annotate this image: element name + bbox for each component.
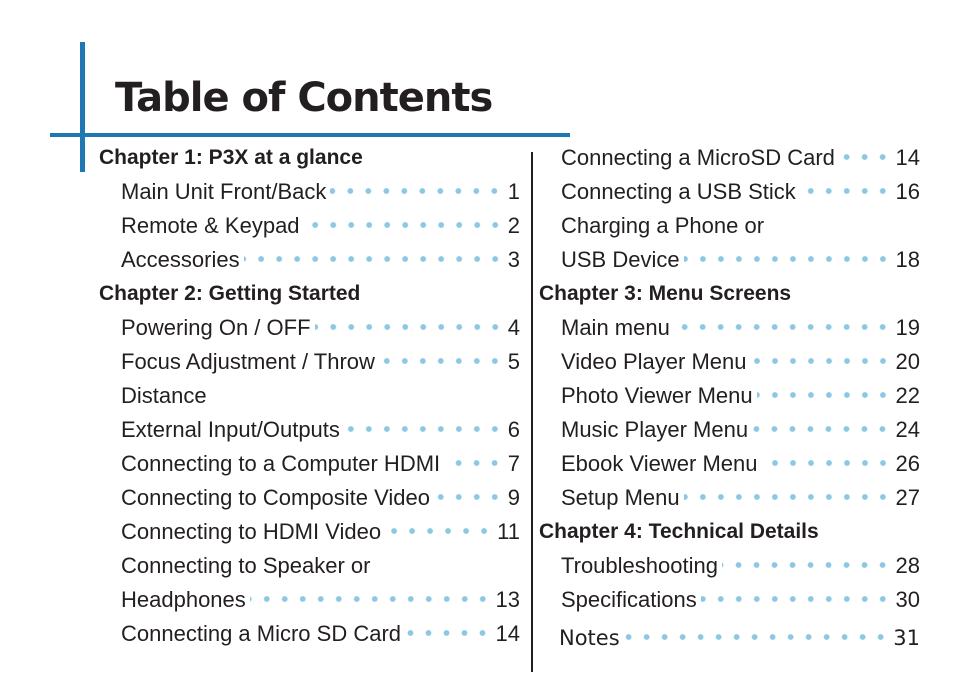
toc-entry[interactable] — [99, 515, 520, 549]
dot-leader — [385, 514, 493, 548]
toc-entry[interactable] — [99, 209, 520, 243]
toc-entry-title: Connecting to HDMI Video — [121, 519, 382, 544]
toc-entry[interactable] — [99, 345, 520, 379]
toc-entry-title: Connecting a Micro SD Card — [121, 621, 402, 646]
dot-leader — [751, 344, 892, 378]
toc-entry-title: Ebook Viewer Menu — [561, 451, 758, 476]
toc-entry-title-line: Connecting to Speaker or — [121, 553, 371, 578]
dot-leader — [379, 344, 504, 378]
dot-leader — [434, 480, 504, 514]
toc-right-column — [539, 141, 920, 659]
toc-entry-title: Connecting to a Computer HDMI — [121, 451, 441, 476]
toc-entry[interactable] — [99, 447, 520, 481]
toc-page-number: 24 — [895, 417, 920, 442]
toc-entry[interactable] — [539, 549, 920, 583]
dot-leader — [752, 412, 891, 446]
toc-entry-title: Notes — [559, 626, 620, 650]
dot-leader — [444, 446, 504, 480]
toc-entry-title: USB Device — [561, 247, 680, 272]
dot-leader — [762, 446, 892, 480]
toc-entry[interactable] — [99, 481, 520, 515]
toc-entry[interactable] — [99, 243, 520, 277]
dot-leader — [800, 174, 892, 208]
toc-chapter-heading: Chapter 1: P3X at a glance — [99, 146, 363, 169]
toc-entry[interactable] — [539, 141, 920, 175]
title-accent-horizontal-rule — [50, 133, 570, 137]
dot-leader — [344, 412, 504, 446]
toc-page-number: 4 — [507, 315, 520, 340]
toc-entry[interactable] — [539, 413, 920, 447]
dot-leader — [684, 242, 892, 276]
toc-entry-title: Setup Menu — [561, 485, 680, 510]
dot-leader — [250, 582, 492, 616]
toc-page-number: 28 — [895, 553, 920, 578]
toc-entry[interactable] — [539, 243, 920, 277]
dot-leader — [304, 208, 504, 242]
dot-leader — [757, 378, 892, 412]
toc-entry-title: Powering On / OFF — [121, 315, 311, 340]
toc-page-number: 11 — [497, 519, 520, 544]
toc-entry[interactable] — [99, 583, 520, 617]
toc-page-number: 13 — [495, 587, 520, 612]
toc-entry-title: Connecting a USB Stick — [561, 179, 796, 204]
toc-entry[interactable] — [99, 311, 520, 345]
page-title: Table of Contents — [115, 75, 493, 121]
toc-page-number: 7 — [507, 451, 520, 476]
dot-leader — [330, 174, 503, 208]
toc-entry-title: Troubleshooting — [561, 553, 718, 578]
toc-entry-title: External Input/Outputs — [121, 417, 340, 442]
dot-leader — [624, 616, 890, 658]
toc-entry-title: Video Player Menu — [561, 349, 747, 374]
dot-leader — [722, 548, 892, 582]
toc-chapter-heading: Chapter 3: Menu Screens — [539, 282, 792, 305]
toc-entry-title: Main menu — [561, 315, 670, 340]
toc-page-number: 20 — [895, 349, 920, 374]
column-divider — [531, 152, 533, 672]
toc-page-number: 26 — [895, 451, 920, 476]
dot-leader — [701, 582, 892, 616]
toc-entry-title: Accessories — [121, 247, 240, 272]
title-accent-vertical-bar — [80, 42, 85, 172]
toc-entry[interactable] — [99, 413, 520, 447]
toc-page-number: 3 — [507, 247, 520, 272]
toc-page-number: 22 — [895, 383, 920, 408]
toc-page-number: 18 — [895, 247, 920, 272]
dot-leader — [684, 480, 892, 514]
toc-entry[interactable] — [539, 175, 920, 209]
toc-entry-title: Focus Adjustment / Throw — [121, 349, 375, 374]
dot-leader — [315, 310, 504, 344]
toc-page-number: 2 — [507, 213, 520, 238]
toc-chapter-heading: Chapter 4: Technical Details — [539, 520, 819, 543]
toc-entry[interactable] — [539, 311, 920, 345]
toc-page-number: 6 — [507, 417, 520, 442]
toc-entry-title: Headphones — [121, 587, 246, 612]
toc-entry[interactable] — [539, 447, 920, 481]
dot-leader — [405, 616, 492, 650]
toc-page-number: 1 — [507, 179, 520, 204]
toc-page-number: 14 — [495, 621, 520, 646]
toc-page-number: 19 — [895, 315, 920, 340]
toc-entry-title: Photo Viewer Menu — [561, 383, 753, 408]
toc-entry-title: Main Unit Front/Back — [121, 179, 327, 204]
dot-leader — [674, 310, 892, 344]
toc-chapter-heading: Chapter 2: Getting Started — [99, 282, 361, 305]
toc-entry[interactable] — [539, 379, 920, 413]
toc-entry-title-line: Charging a Phone or — [561, 213, 765, 238]
toc-entry[interactable] — [539, 583, 920, 617]
toc-page-number: 16 — [895, 179, 920, 204]
toc-notes-entry[interactable] — [539, 617, 920, 659]
toc-entry-title: Connecting a MicroSD Card — [561, 145, 835, 170]
toc-page-number: 5 — [507, 349, 520, 374]
toc-entry-title: Music Player Menu — [561, 417, 749, 442]
toc-entry-title-line: Distance — [121, 383, 207, 408]
toc-left-column — [99, 141, 520, 651]
toc-page-number: 27 — [895, 485, 920, 510]
toc-entry-title: Connecting to Composite Video — [121, 485, 431, 510]
toc-entry[interactable] — [99, 175, 520, 209]
toc-entry-title: Specifications — [561, 587, 697, 612]
toc-entry[interactable] — [539, 345, 920, 379]
toc-entry-title: Remote & Keypad — [121, 213, 300, 238]
toc-page-number: 31 — [893, 626, 920, 650]
toc-page-number: 9 — [507, 485, 520, 510]
dot-leader — [244, 242, 504, 276]
dot-leader — [839, 140, 892, 174]
toc-entry[interactable] — [99, 617, 520, 651]
toc-entry[interactable] — [539, 481, 920, 515]
toc-page-number: 30 — [895, 587, 920, 612]
toc-page-number: 14 — [895, 145, 920, 170]
